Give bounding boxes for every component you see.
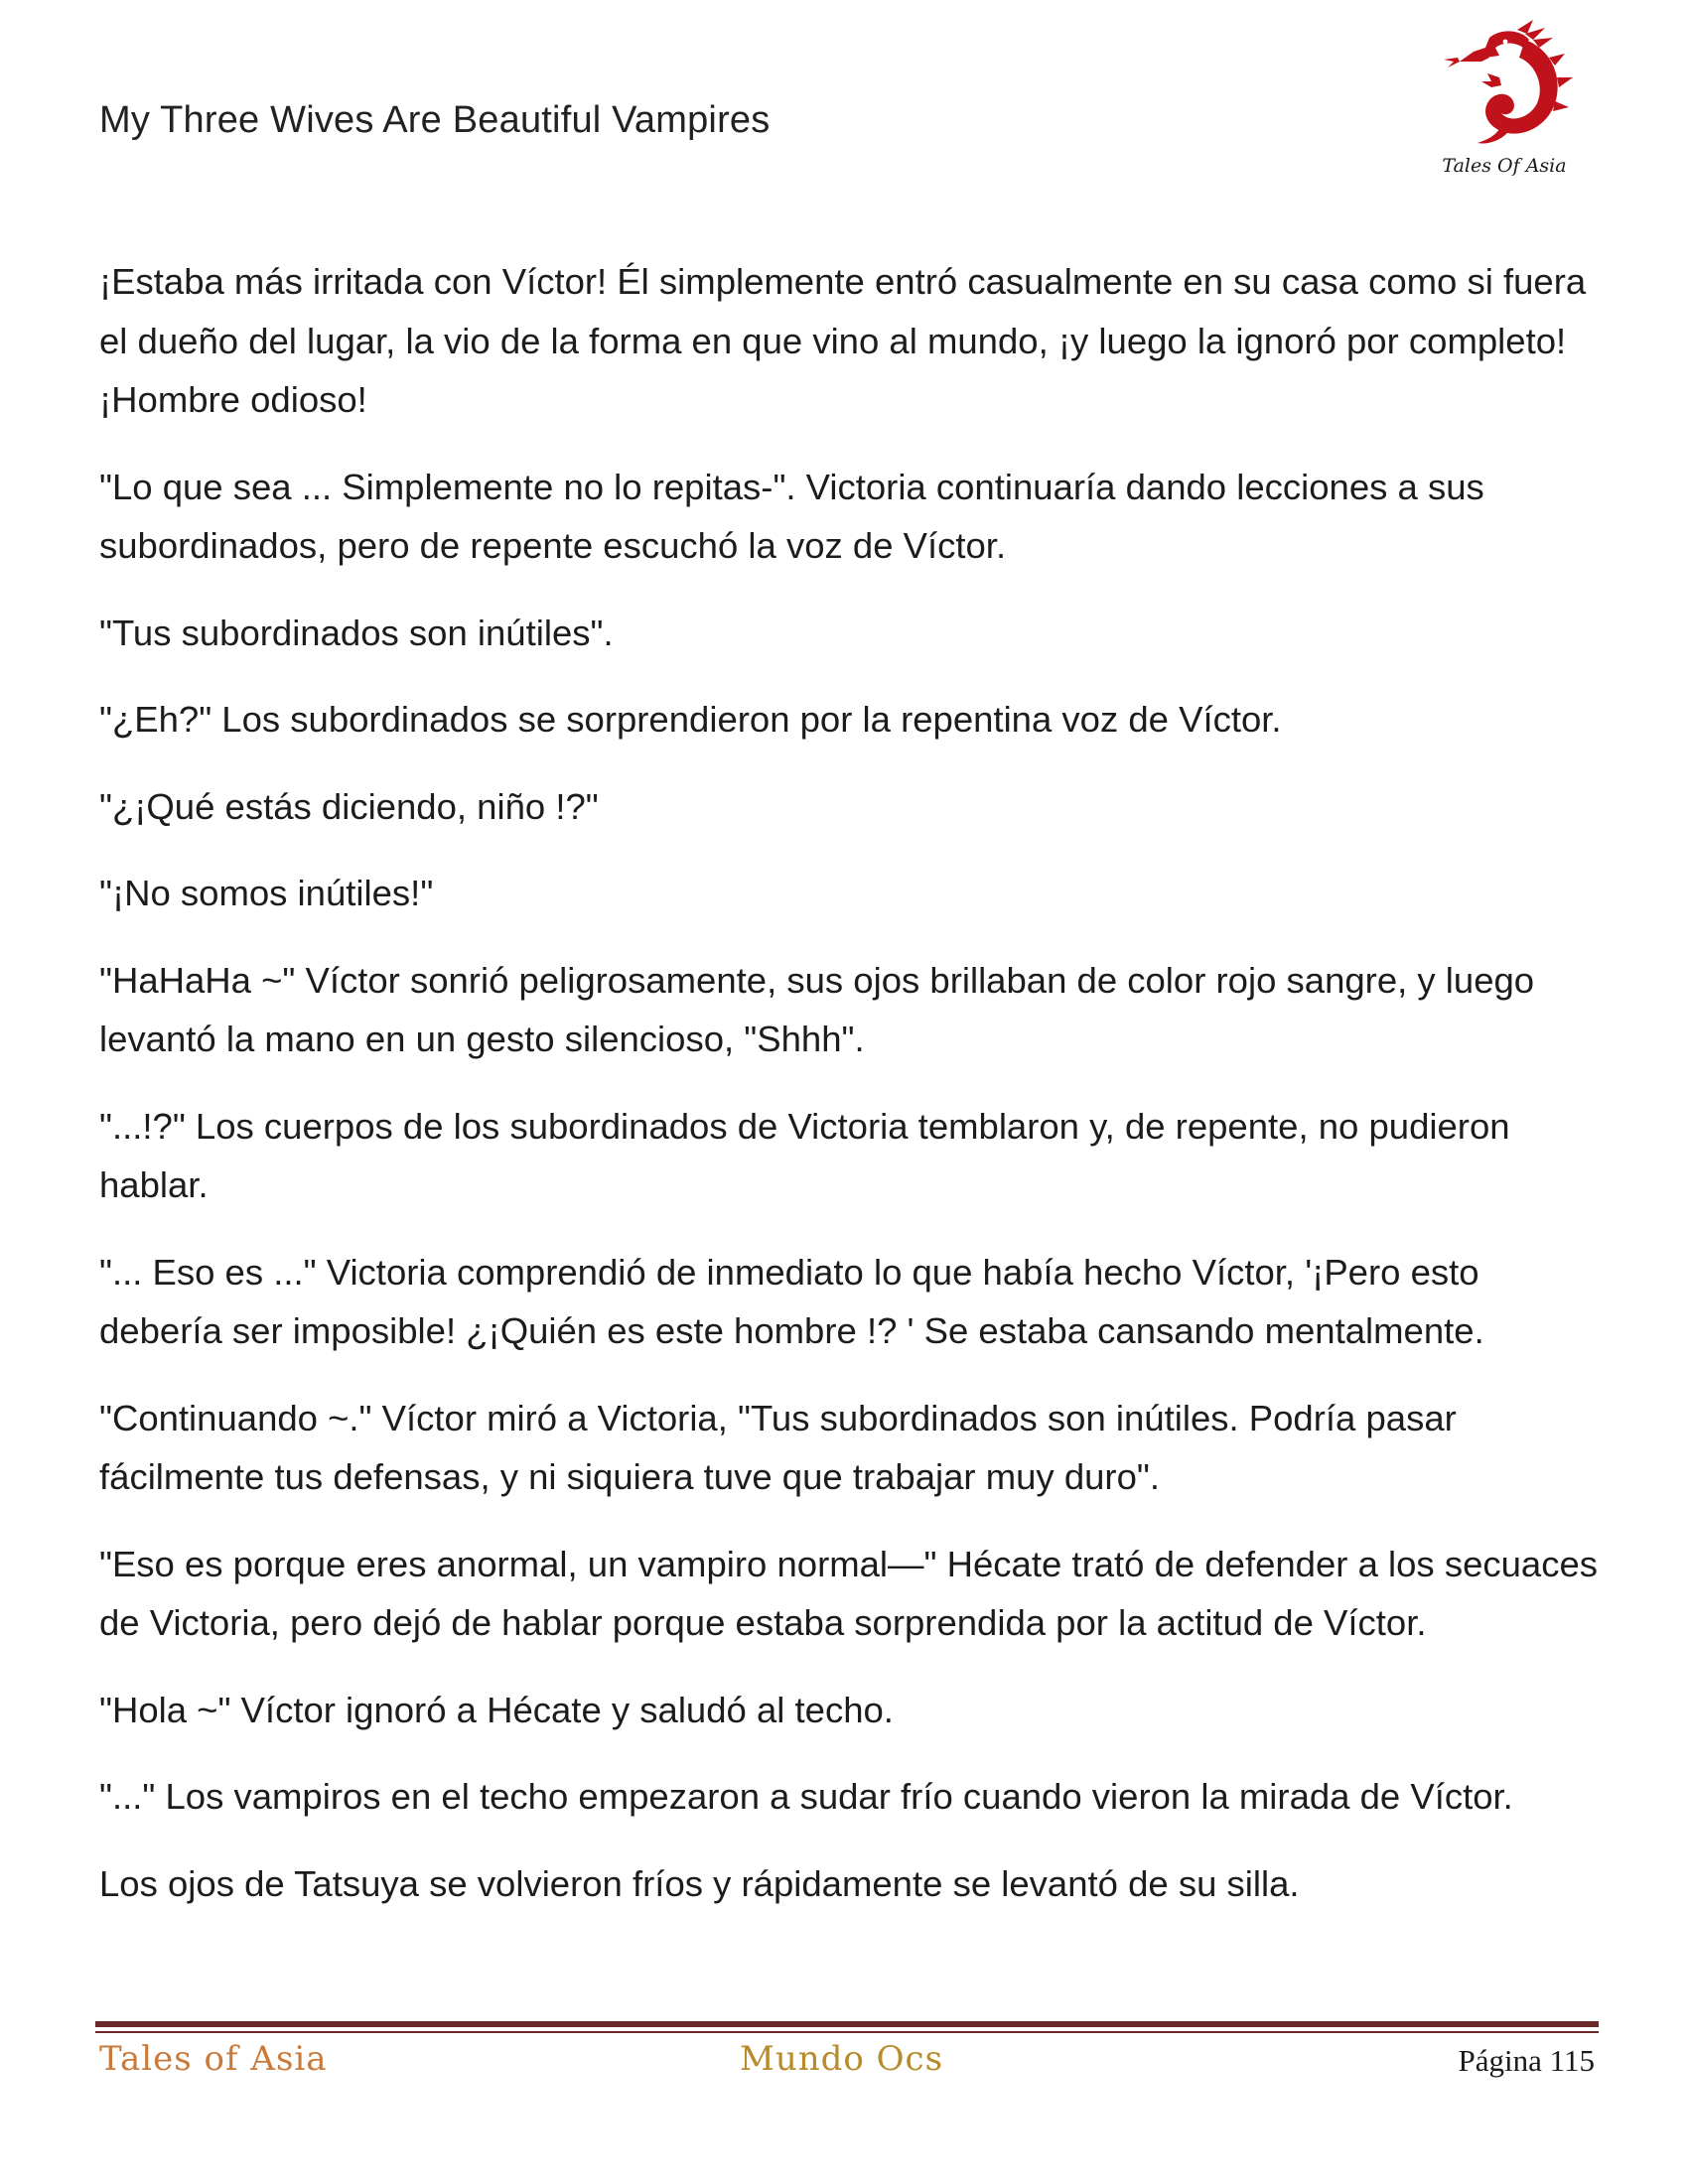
paragraph: ¡Estaba más irritada con Víctor! Él simplemente entró casualmente en su casa como si fuera el dueño del lugar, la vio de la forma en que vino al mundo, ¡y luego la ignoró por completo! ¡Hombre odioso! [99,261,1587,420]
page-number: Página 115 [1458,2043,1595,2078]
logo-text: Tales Of Asia [1442,155,1567,177]
paragraph: "Lo que sea ... Simplemente no lo repitas-". Victoria continuaría dando lecciones a sus subordinados, pero de repente escuchó la voz de Víctor. [99,466,1484,566]
document-body [99,252,1599,1941]
paragraph: "... Eso es ..." Victoria comprendió de inmediato lo que había hecho Víctor, '¡Pero esto debería ser imposible! ¿¡Quién es este hombre !? ' Se estaba cansando mentalmente. [99,1251,1484,1351]
footer-divider-thin [95,2031,1599,2033]
paragraph: "¿Eh?" Los subordinados se sorprendieron por la repentina voz de Víctor. [99,699,1282,740]
header-title: My Three Wives Are Beautiful Vampires [99,99,771,141]
tales-of-asia-logo [1430,18,1579,187]
paragraph: "...!?" Los cuerpos de los subordinados de Victoria temblaron y, de repente, no pudieron hablar. [99,1105,1510,1205]
paragraph: "HaHaHa ~" Víctor sonrió peligrosamente, sus ojos brillaban de color rojo sangre, y luego levantó la mano en un gesto silencioso, "Shhh". [99,959,1535,1059]
footer-site-name: Tales of Asia [99,2039,328,2079]
paragraph: "¿¡Qué estás diciendo, niño !?" [99,785,599,827]
dragon-icon [1430,18,1579,167]
paragraph: "Eso es porque eres anormal, un vampiro normal—" Hécate trató de defender a los secuaces de Victoria, pero dejó de hablar porque estaba sorprendida por la actitud de Víctor. [99,1543,1599,1643]
paragraph: Los ojos de Tatsuya se volvieron fríos y rápidamente se levantó de su silla. [99,1862,1300,1904]
paragraph: "Continuando ~." Víctor miró a Victoria, "Tus subordinados son inútiles. Podría pasar fácilmente tus defensas, y ni siquiera tuve que trabajar muy duro". [99,1397,1457,1497]
paragraph: "¡No somos inútiles!" [99,873,434,913]
paragraph: "..." Los vampiros en el techo empezaron a sudar frío cuando vieron la mirada de Víctor. [99,1776,1513,1817]
footer-translator: Mundo Ocs [740,2039,944,2079]
paragraph: "Hola ~" Víctor ignoró a Hécate y saludó al techo. [99,1689,894,1730]
footer-divider [95,2021,1599,2027]
paragraph: "Tus subordinados son inútiles". [99,612,614,653]
